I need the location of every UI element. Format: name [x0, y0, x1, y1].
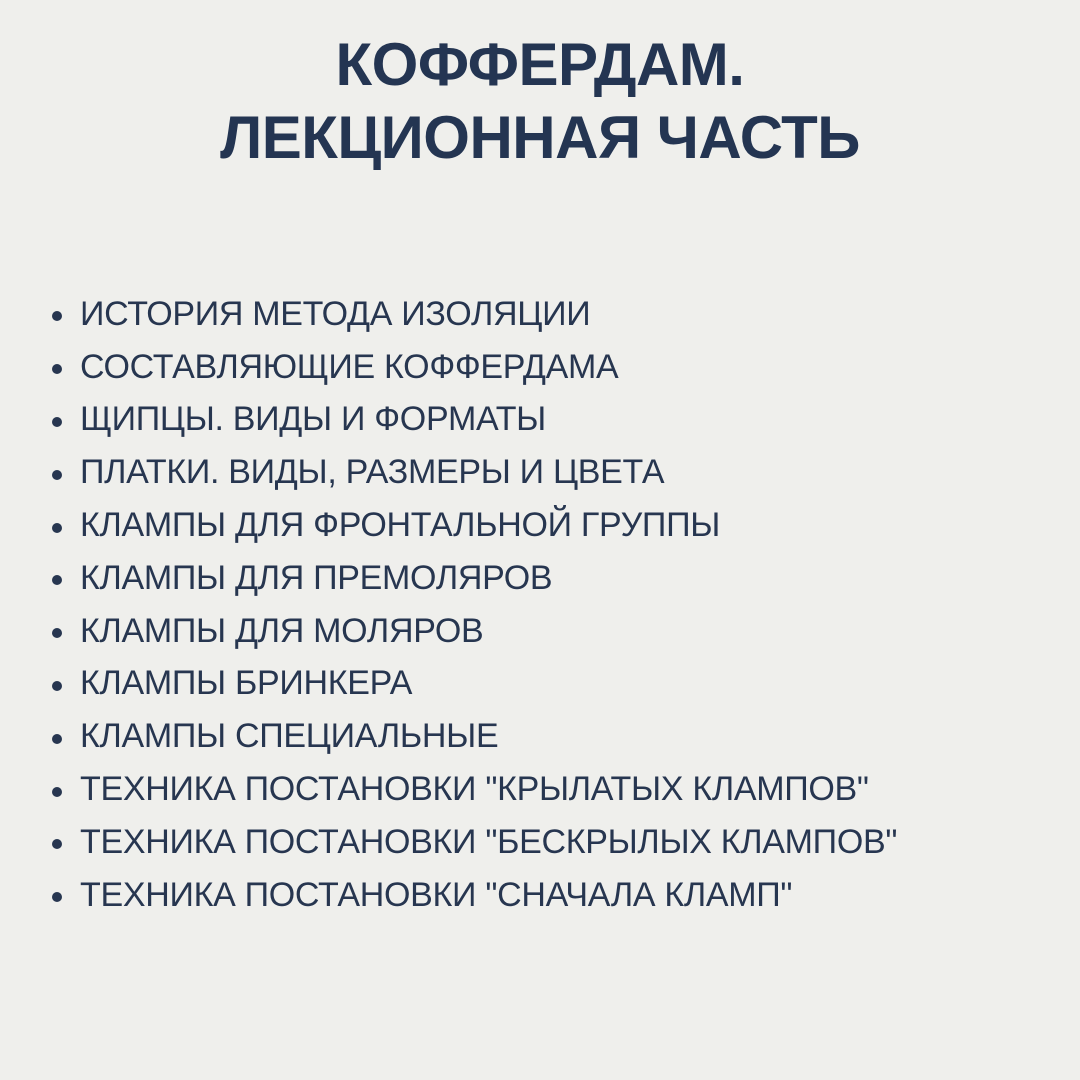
bullet-icon	[52, 470, 62, 480]
list-item-label: ТЕХНИКА ПОСТАНОВКИ "БЕСКРЫЛЫХ КЛАМПОВ"	[80, 822, 898, 861]
bullet-icon	[52, 523, 62, 533]
list-item	[52, 605, 897, 658]
list-item-label: СОСТАВЛЯЮЩИЕ КОФФЕРДАМА	[80, 347, 619, 386]
list-item-label: КЛАМПЫ БРИНКЕРА	[80, 664, 413, 703]
list-item-label: КЛАМПЫ СПЕЦИАЛЬНЫЕ	[80, 717, 499, 756]
bullet-icon	[52, 892, 62, 902]
bullet-icon	[52, 839, 62, 849]
list-item	[52, 710, 897, 763]
list-item	[52, 763, 897, 816]
bullet-icon	[52, 787, 62, 797]
list-item-label: ТЕХНИКА ПОСТАНОВКИ "СНАЧАЛА КЛАМП"	[80, 875, 793, 914]
list-item-label: ЩИПЦЫ. ВИДЫ И ФОРМАТЫ	[80, 400, 546, 439]
bullet-icon	[52, 628, 62, 638]
list-item-label: КЛАМПЫ ДЛЯ МОЛЯРОВ	[80, 611, 484, 650]
list-item	[52, 288, 897, 341]
page-title	[0, 28, 1080, 174]
title-line-1: КОФФЕРДАМ.	[335, 31, 745, 98]
list-item-label: ПЛАТКИ. ВИДЫ, РАЗМЕРЫ И ЦВЕТА	[80, 453, 665, 492]
list-item	[52, 394, 897, 447]
topic-list	[52, 288, 897, 922]
bullet-icon	[52, 734, 62, 744]
list-item	[52, 341, 897, 394]
list-item-label: ТЕХНИКА ПОСТАНОВКИ "КРЫЛАТЫХ КЛАМПОВ"	[80, 770, 869, 809]
list-item-label: КЛАМПЫ ДЛЯ ПРЕМОЛЯРОВ	[80, 558, 553, 597]
list-item-label: КЛАМПЫ ДЛЯ ФРОНТАЛЬНОЙ ГРУППЫ	[80, 506, 721, 545]
list-item	[52, 658, 897, 711]
list-item	[52, 816, 897, 869]
bullet-icon	[52, 681, 62, 691]
title-line-2: ЛЕКЦИОННАЯ ЧАСТЬ	[220, 104, 860, 171]
list-item	[52, 869, 897, 922]
list-item-label: ИСТОРИЯ МЕТОДА ИЗОЛЯЦИИ	[80, 294, 591, 333]
bullet-icon	[52, 311, 62, 321]
list-item	[52, 552, 897, 605]
bullet-icon	[52, 417, 62, 427]
list-item	[52, 499, 897, 552]
bullet-icon	[52, 364, 62, 374]
bullet-icon	[52, 575, 62, 585]
list-item	[52, 446, 897, 499]
